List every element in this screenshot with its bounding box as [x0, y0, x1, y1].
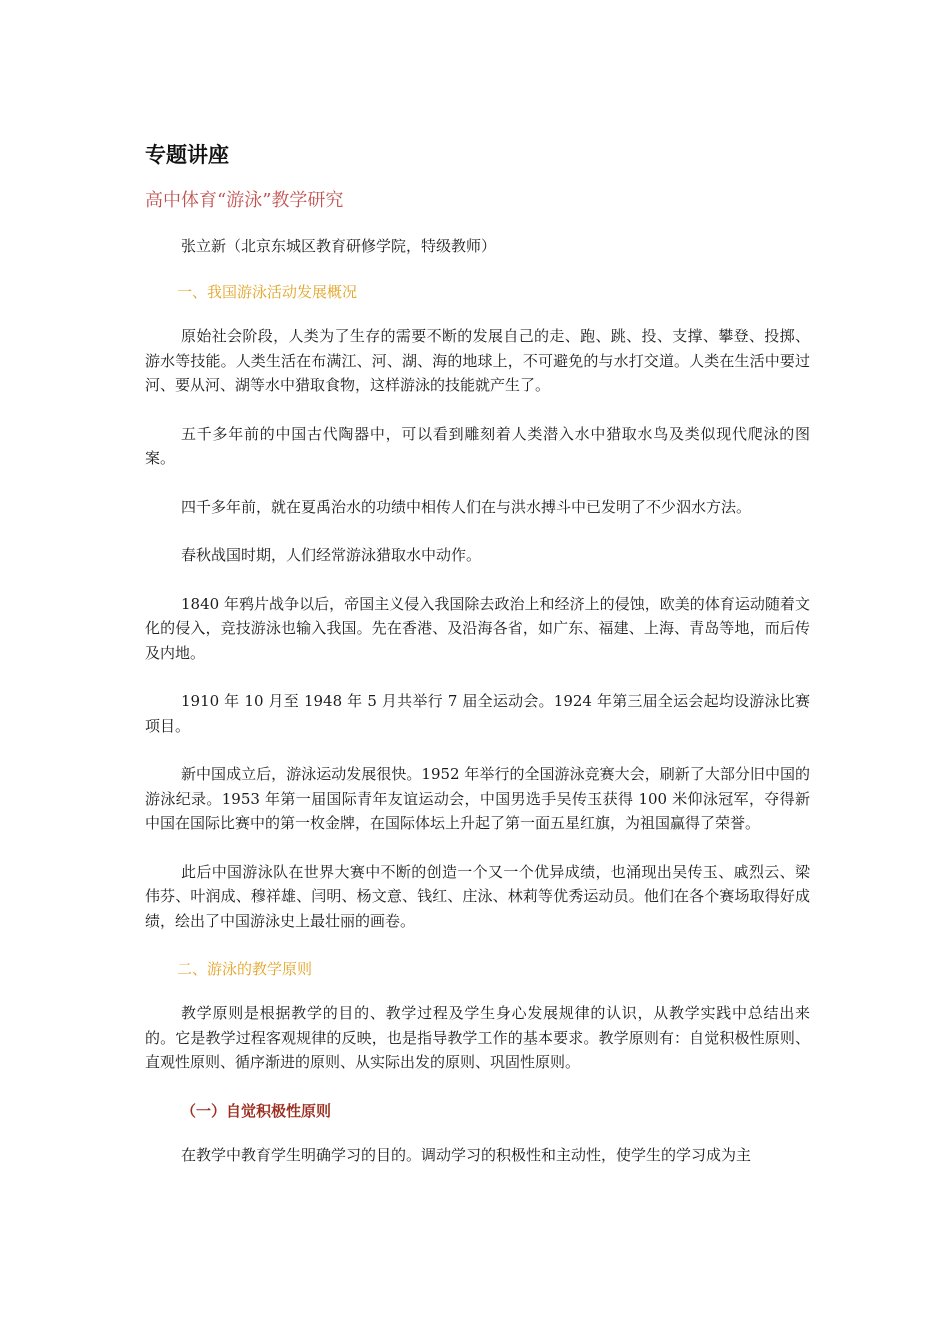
paragraph: 教学原则是根据教学的目的、教学过程及学生身心发展规律的认识，从教学实践中总结出来的。它是教学过程客观规律的反映，也是指导教学工作的基本要求。教学原则有：自觉积极性原则、直观性原则、循序渐进的原则、从实际出发的原则、巩固性原则。 — [145, 1004, 810, 1071]
paragraph: 1910 年 10 月至 1948 年 5 月共举行 7 届全运动会。1924 年第三届全运会起均设游泳比赛项目。 — [145, 692, 810, 735]
paragraph: 在教学中教育学生明确学习的目的。调动学习的积极性和主动性，使学生的学习成为主 — [181, 1145, 752, 1164]
paragraph: 此后中国游泳队在世界大赛中不断的创造一个又一个优异成绩，也涌现出吴传玉、戚烈云、梁伟芬、叶润成、穆祥雄、闫明、杨文意、钱红、庄泳、林莉等优秀运动员。他们在各个赛场取得好成绩，绘出了中国游泳史上最壮丽的画卷。 — [145, 862, 810, 930]
paragraph: 四千多年前，就在夏禹治水的功绩中相传人们在与洪水搏斗中已发明了不少泅水方法。 — [181, 497, 752, 516]
section-heading-2: 二、游泳的教学原则 — [177, 960, 313, 978]
author-line: 张立新（北京东城区教育研修学院，特级教师） — [181, 237, 497, 255]
paragraph: 新中国成立后，游泳运动发展很快。1952 年举行的全国游泳竞赛大会，刷新了大部分旧中国的游泳纪录。1953 年第一届国际青年友谊运动会，中国男选手吴传玉获得 100 米仰泳冠军，夺得新中国在国际比赛中的第一枚金牌，在国际体坛上升起了第一面五星红旗，为祖国赢得了荣誉。 — [145, 765, 810, 832]
subsection-heading: （一）自觉积极性原则 — [181, 1101, 332, 1120]
paragraph: 原始社会阶段，人类为了生存的需要不断的发展自己的走、跑、跳、投、支撑、攀登、投掷、游水等技能。人类生活在布满江、河、湖、海的地球上，不可避免的与水打交道。人类在生活中要过河、要从河、湖等水中猎取食物，这样游泳的技能就产生了。 — [145, 327, 810, 394]
paragraph: 五千多年前的中国古代陶器中，可以看到雕刻着人类潜入水中猎取水鸟及类似现代爬泳的图案。 — [145, 424, 810, 467]
paragraph: 春秋战国时期，人们经常游泳猎取水中动作。 — [181, 546, 482, 564]
section-heading-1: 一、我国游泳活动发展概况 — [177, 283, 358, 301]
document-title: 专题讲座 — [145, 143, 229, 167]
lecture-subtitle: 高中体育“游泳”教学研究 — [145, 190, 344, 211]
paragraph: 1840 年鸦片战争以后，帝国主义侵入我国除去政治上和经济上的侵蚀，欧美的体育运动随着文化的侵入，竞技游泳也输入我国。先在香港、及沿海各省，如广东、福建、上海、青岛等地，而后传及内地。 — [145, 594, 810, 662]
document-page — [145, 140, 810, 1191]
